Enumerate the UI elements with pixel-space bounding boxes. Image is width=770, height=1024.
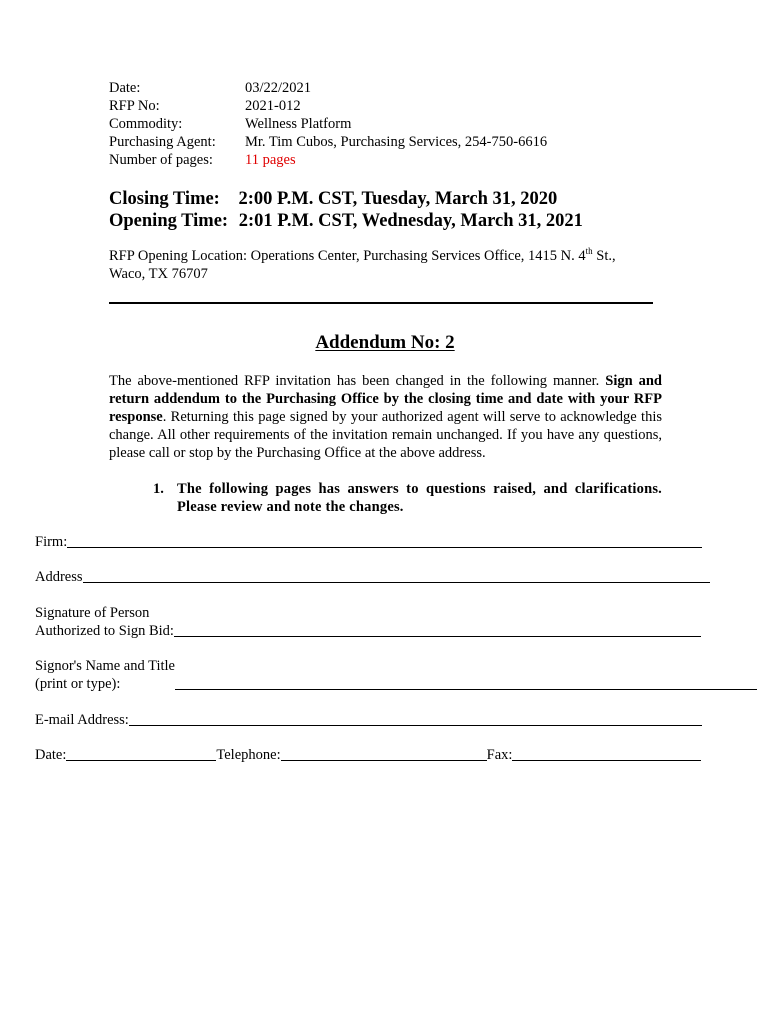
firm-input-line[interactable] [67, 534, 702, 548]
list-item [153, 480, 662, 516]
email-input-line[interactable] [129, 712, 702, 726]
closing-time-value: 2:00 P.M. CST, Tuesday, March 31, 2020 [238, 189, 558, 209]
date-phone-fax-row [35, 746, 701, 764]
address-input-line[interactable] [83, 569, 710, 583]
date-input-line[interactable] [66, 747, 216, 761]
addendum-title [0, 332, 770, 354]
horizontal-divider [109, 302, 653, 304]
signature-label-line-2: Authorized to Sign Bid: [35, 623, 174, 639]
info-label: Purchasing Agent: [109, 134, 216, 150]
info-label: Number of pages: [109, 152, 213, 168]
list-item-number: 1. [153, 481, 164, 497]
info-row-commodity [109, 115, 547, 133]
location-prefix: RFP Opening Location: Operations Center, Purchasing Services Office, 1415 N. 4 [109, 248, 586, 264]
info-value: Mr. Tim Cubos, Purchasing Services, 254-750-6616 [245, 134, 548, 150]
opening-time-value: 2:01 P.M. CST, Wednesday, March 31, 2021 [238, 211, 583, 231]
body-rest: . Returning this page signed by your authorized agent will serve to acknowledge this change. All other requirements of the invitation remain unchanged. If you have any questions, please call or stop by the Purchasing Office at the above address. [109, 409, 662, 461]
closing-time-label: Closing Time: [109, 189, 220, 209]
info-label: RFP No: [109, 98, 160, 114]
body-intro: The above-mentioned RFP invitation has been changed in the following manner. [109, 373, 606, 389]
address-label: Address [35, 569, 83, 585]
signature-input-line[interactable] [174, 623, 701, 637]
signature-field [35, 604, 701, 640]
date-label: Date: [35, 747, 67, 763]
fax-input-line[interactable] [512, 747, 701, 761]
info-row-date [109, 79, 547, 97]
signor-label-line-2: (print or type): [35, 676, 121, 692]
info-row-purchasing-agent [109, 133, 547, 151]
telephone-label: Telephone: [216, 747, 281, 763]
info-value-page-count: 11 pages [245, 152, 296, 168]
addendum-title-text: Addendum No: 2 [315, 332, 455, 353]
location-line-1 [109, 247, 669, 265]
location-superscript: th [585, 246, 593, 257]
list-item-text: The following pages has answers to questions raised, and clarifications. Please review and note the changes. [177, 481, 662, 515]
signor-label-line-1: Signor's Name and Title [35, 658, 175, 674]
fax-label: Fax: [486, 747, 513, 763]
info-label: Commodity: [109, 116, 183, 132]
signor-label [35, 657, 175, 693]
addendum-body-paragraph [109, 372, 662, 462]
signor-input-line[interactable] [175, 676, 757, 690]
info-value: 03/22/2021 [245, 80, 312, 96]
opening-time-label: Opening Time: [109, 211, 229, 231]
info-value: 2021-012 [245, 98, 301, 114]
opening-location [109, 247, 669, 283]
location-suffix: St., [592, 248, 616, 264]
info-row-rfp-no [109, 97, 547, 115]
signature-label-line-1: Signature of Person [35, 605, 150, 621]
firm-field [35, 533, 702, 551]
closing-opening-times [109, 188, 583, 232]
address-field [35, 568, 710, 586]
telephone-input-line[interactable] [281, 747, 487, 761]
info-row-number-of-pages [109, 151, 547, 169]
location-line-2: Waco, TX 76707 [109, 266, 208, 282]
firm-label: Firm: [35, 534, 68, 550]
signature-label [35, 604, 174, 640]
email-label: E-mail Address: [35, 712, 129, 728]
body-bold-instruction: Sign and return addendum to the Purchasing Office by the closing time and date with your RFP response [109, 373, 662, 425]
closing-time [109, 188, 583, 210]
info-value: Wellness Platform [245, 116, 352, 132]
opening-time [109, 210, 583, 232]
info-label: Date: [109, 80, 141, 96]
signor-name-field [35, 657, 757, 693]
rfp-info-block [109, 79, 547, 169]
email-field [35, 711, 702, 729]
